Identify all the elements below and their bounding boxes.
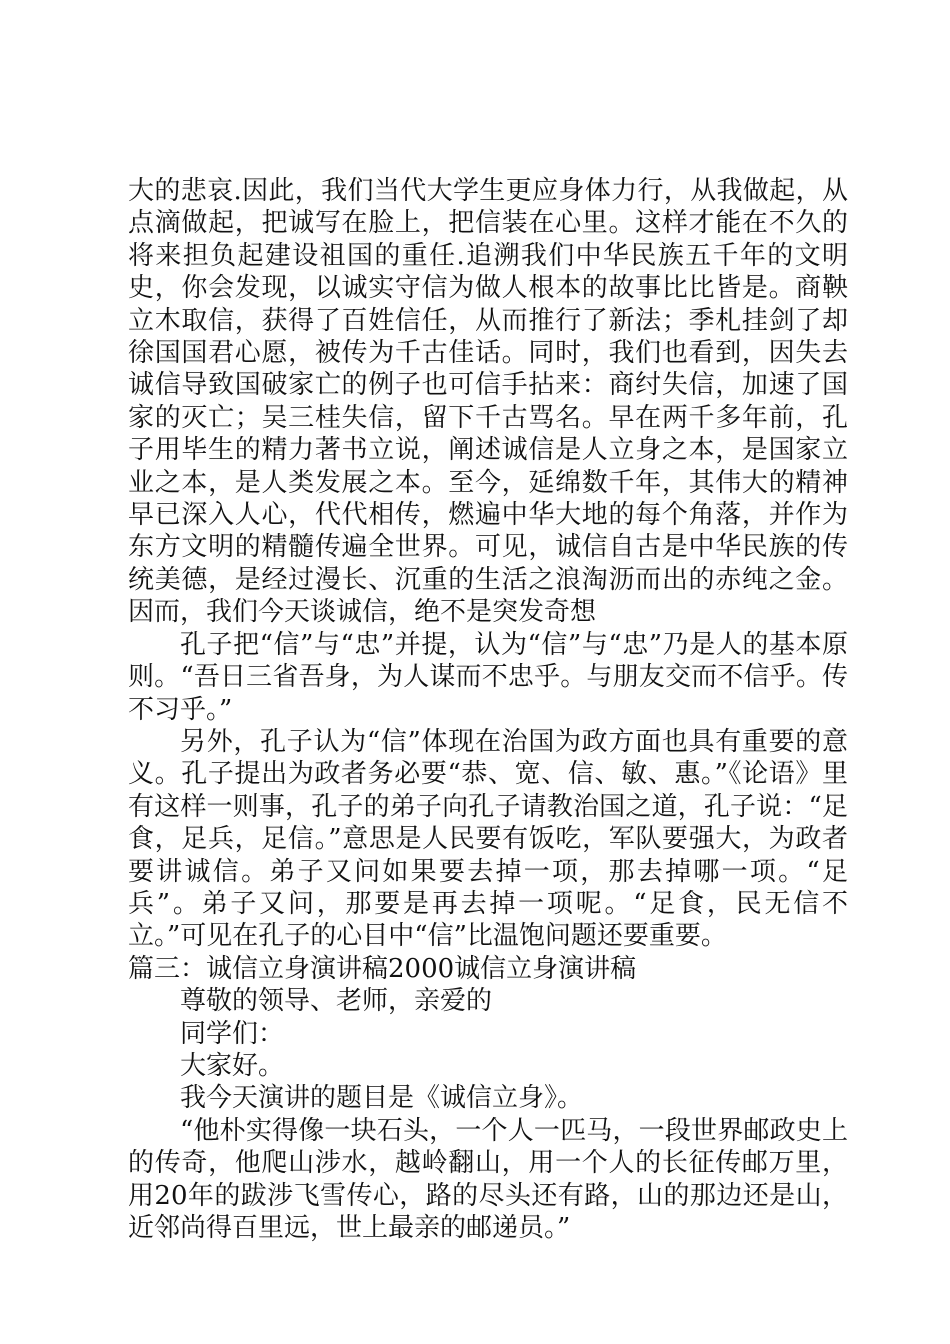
document-body: [128, 175, 848, 1244]
speech-title-line: 我今天演讲的题目是《诚信立身》。: [180, 1083, 584, 1114]
greeting-line-2: 同学们：: [180, 1018, 285, 1049]
paragraph-postman-quote: “他朴实得像一块石头，一个人一匹马，一段世界邮政史上的传奇，他爬山涉水，越岭翻山，用一个人的长征传邮万里，用20年的跋涉飞雪传心，路的尽头还有路，山的那边还是山，近邻尚得百里远，世上最亲的邮递员。”: [128, 1115, 848, 1243]
paragraph-confucius-loyalty: 孔子把“信”与“忠”并提，认为“信”与“忠”乃是人的基本原则。“吾日三省吾身，为人谋而不忠乎。与朋友交而不信乎。传不习乎。”: [128, 629, 848, 725]
greeting-line-1: 尊敬的领导、老师，亲爱的: [180, 986, 493, 1017]
paragraph-confucius-governance: 另外，孔子认为“信”体现在治国为政方面也具有重要的意义。孔子提出为政者务必要“恭、宽、信、敏、惠。”《论语》里有这样一则事，孔子的弟子向孔子请教治国之道，孔子说：“足食，足兵，足信。”意思是人民要有饭吃，军队要强大，为政者要讲诚信。弟子又问如果要去掉一项，那去掉哪一项。“足兵”。弟子又问，那要是再去掉一项呢。“足食，民无信不立。”可见在孔子的心目中“信”比温饱问题还要重要。: [128, 726, 848, 952]
greeting-line-3: 大家好。: [180, 1050, 285, 1081]
paragraph-sincerity-history: 大的悲哀.因此，我们当代大学生更应身体力行，从我做起，从点滴做起，把诚写在脸上，把信装在心里。这样才能在不久的将来担负起建设祖国的重任.追溯我们中华民族五千年的文明史，你会发现，以诚实守信为做人根本的故事比比皆是。商鞅立木取信，获得了百姓信任，从而推行了新法；季札挂剑了却徐国国君心愿，被传为千古佳话。同时，我们也看到，因失去诚信导致国破家亡的例子也可信手拈来：商纣失信，加速了国家的灭亡；吴三桂失信，留下千古骂名。早在两千多年前，孔子用毕生的精力著书立说，阐述诚信是人立身之本，是国家立业之本，是人类发展之本。至今，延绵数千年，其伟大的精神早已深入人心，代代相传，燃遍中华大地的每个角落，并作为东方文明的精髓传遍全世界。可见，诚信自古是中华民族的传统美德，是经过漫长、沉重的生活之浪淘沥而出的赤纯之金。因而，我们今天谈诚信，绝不是突发奇想: [128, 176, 848, 628]
section-heading: 篇三：诚信立身演讲稿2000诚信立身演讲稿: [128, 953, 637, 984]
